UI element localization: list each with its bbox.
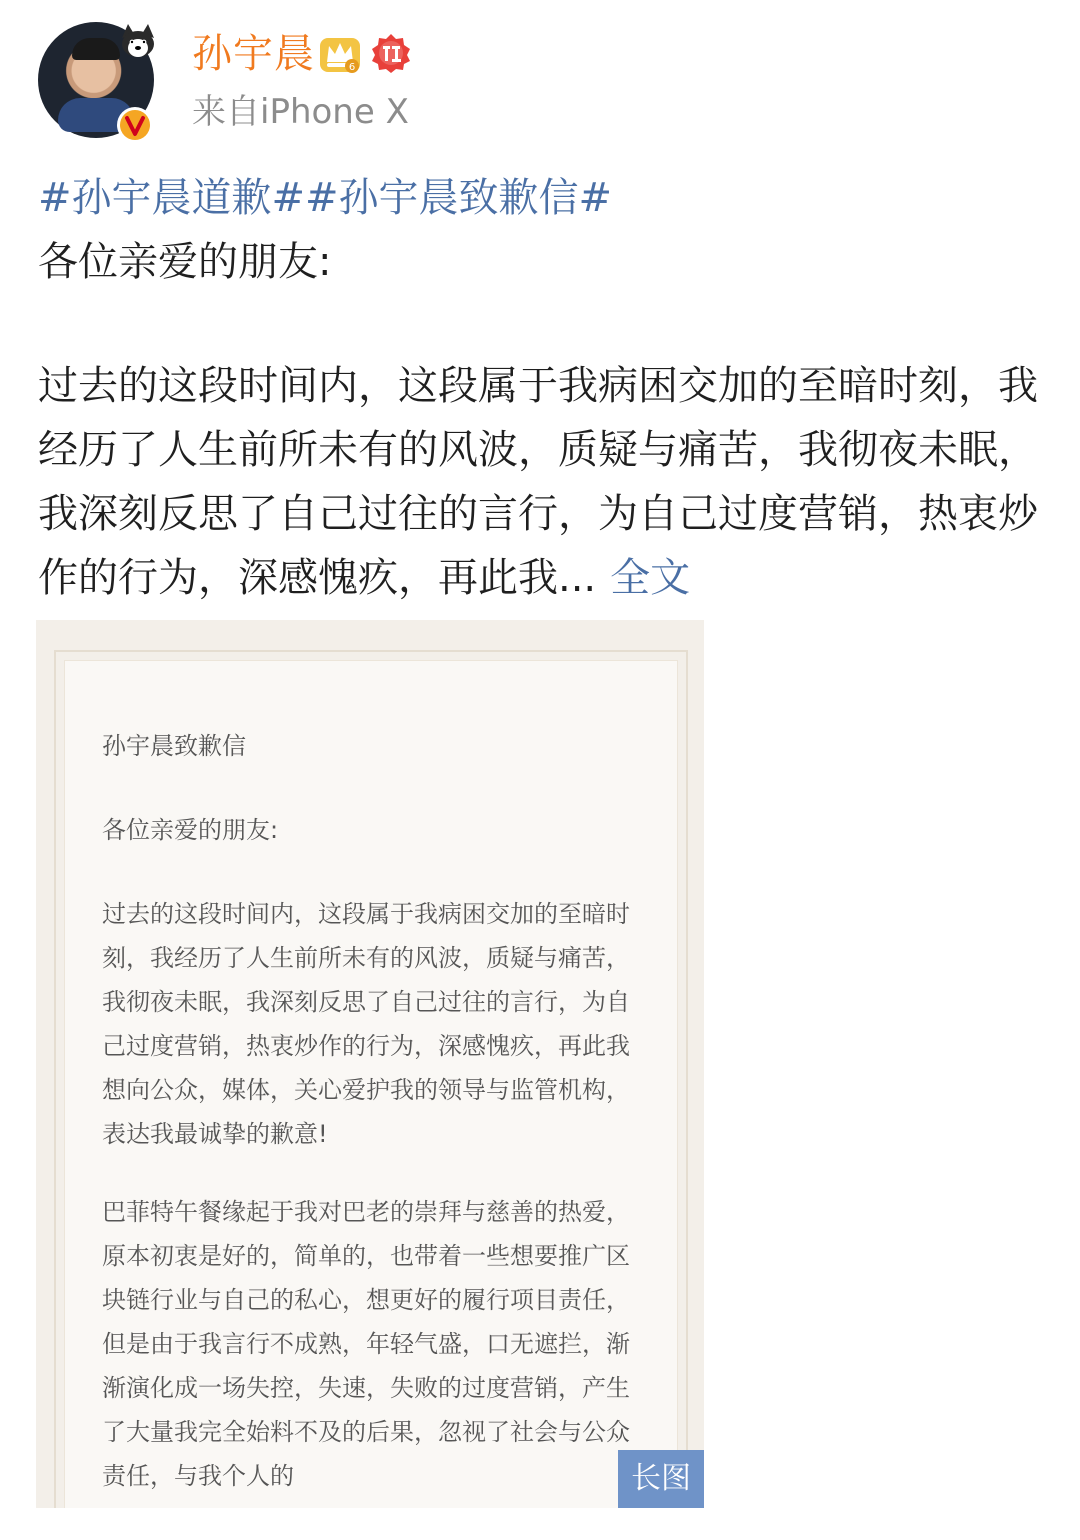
husky-icon bbox=[118, 24, 158, 58]
paragraph-spacer bbox=[38, 294, 1048, 354]
username[interactable]: 孙宇晨 bbox=[192, 31, 315, 77]
hong-badge-icon[interactable] bbox=[370, 32, 412, 74]
letter-paragraph-1: 过去的这段时间内，这段属于我病困交加的至暗时刻，我经历了人生前所未有的风波，质疑与痛苦，我彻夜未眠，我深刻反思了自己过往的言行，为自己过度营销，热衷炒作的行为，深感愧疚，再此我想向公众，媒体，关心爱护我的领导与监管机构，表达我最诚挚的歉意! bbox=[102, 900, 630, 1148]
long-image-badge[interactable]: 长图 bbox=[618, 1450, 704, 1508]
letter-greeting: 各位亲爱的朋友: bbox=[102, 816, 279, 844]
verified-v-icon bbox=[116, 106, 154, 144]
avatar-hair bbox=[72, 38, 120, 60]
letter-gap bbox=[102, 852, 662, 892]
letter-gap bbox=[102, 1156, 662, 1190]
letter-paragraph-2: 巴菲特午餐缘起于我对巴老的崇拜与慈善的热爱，原本初衷是好的，简单的，也带着一些想要推广区块链行业与自己的私心，想更好的履行项目责任，但是由于我言行不成熟，年轻气盛，口无遮拦，渐渐演化成一场失控，失速，失败的过度营销，产生了大量我完全始料不及的后果，忽视了社会与公众责任，与我个人的 bbox=[102, 1198, 630, 1490]
hashtag-links[interactable]: #孙宇晨道歉##孙宇晨致歉信# bbox=[38, 175, 613, 221]
letter-title: 孙宇晨致歉信 bbox=[102, 732, 246, 760]
full-text-link[interactable]: 全文 bbox=[610, 555, 691, 601]
letter-gap bbox=[102, 768, 662, 808]
post-paragraph-text: 过去的这段时间内，这段属于我病困交加的至暗时刻，我经历了人生前所未有的风波，质疑与痛苦，我彻夜未眠，我深刻反思了自己过往的言行，为自己过度营销，热衷炒作的行为，深感愧疚，再此我... bbox=[38, 363, 1038, 601]
crown-icon[interactable] bbox=[318, 32, 362, 76]
post-text bbox=[38, 166, 1048, 610]
post-greeting: 各位亲爱的朋友: bbox=[38, 239, 332, 285]
svg-text:6: 6 bbox=[348, 62, 356, 73]
post-source: 来自iPhone X bbox=[192, 92, 409, 132]
avatar[interactable] bbox=[38, 22, 154, 138]
post-paragraph bbox=[38, 354, 1043, 610]
letter-content bbox=[102, 724, 662, 1498]
letter-image[interactable] bbox=[36, 620, 704, 1508]
